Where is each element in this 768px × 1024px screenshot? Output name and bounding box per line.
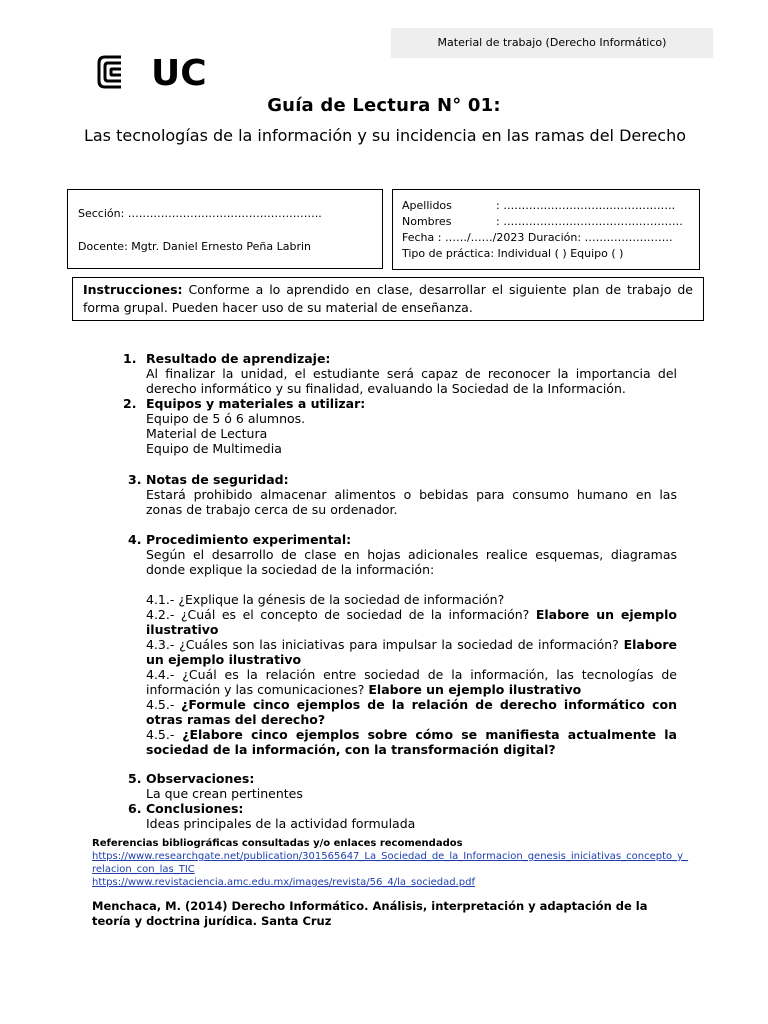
instructions-text: Conforme a lo aprendido en clase, desarrollar el siguiente plan de trabajo de forma grupal. Pueden hacer uso de su material de enseñanza. [83, 282, 693, 315]
section-2-line-1: Equipo de 5 ó 6 alumnos. [146, 411, 306, 426]
reference-citation: Menchaca, M. (2014) Derecho Informático. Análisis, interpretación y adaptación de la teoría y doctrina jurídica. Santa Cruz [92, 899, 648, 928]
item-4-5-prefix: 4.5.- [146, 697, 175, 712]
section-6-body: Ideas principales de la actividad formulada [146, 816, 416, 831]
item-4-3 [146, 637, 677, 667]
section-1-number: 1. [123, 351, 137, 366]
section-3-title: Notas de seguridad: [146, 472, 289, 487]
section-6-title: Conclusiones: [146, 801, 244, 816]
reference-link-researchgate[interactable]: https://www.researchgate.net/publication/301565647_La_Sociedad_de_la_Informacion_genesis_iniciativas_concepto_y_relacion_con_las_TIC [92, 851, 689, 875]
section-5-title: Observaciones: [146, 771, 255, 786]
nombres-label: Nombres [402, 215, 452, 228]
document-header-label: Material de trabajo (Derecho Informático) [391, 28, 713, 58]
item-4-3-text: 4.3.- ¿Cuáles son las iniciativas para impulsar la sociedad de información? [146, 637, 619, 652]
section-4-number: 4. [128, 532, 142, 547]
uc-logo-text: UC [151, 54, 207, 90]
section-4-title: Procedimiento experimental: [146, 532, 352, 547]
section-5-number: 5. [128, 771, 142, 786]
item-4-2-bold: Elabore un ejemplo ilustrativo [146, 607, 677, 637]
section-1-body: Al finalizar la unidad, el estudiante será capaz de reconocer la importancia del derecho informático y su finalidad, evaluando la Sociedad de la Información. [146, 366, 677, 396]
page-title: Guía de Lectura N° 01: [267, 95, 501, 116]
item-4-6-bold: ¿Elabore cinco ejemplos sobre cómo se manifiesta actualmente la sociedad de la información, con la transformación digital? [146, 727, 677, 757]
item-4-5-bold: ¿Formule cinco ejemplos de la relación de derecho informático con otras ramas del derecho? [146, 697, 677, 727]
nombres-field[interactable]: : …………………………………………. [496, 215, 683, 228]
apellidos-label: Apellidos [402, 199, 452, 212]
item-4-4-bold: Elabore un ejemplo ilustrativo [368, 682, 582, 697]
reference-link-revistaciencia[interactable]: https://www.revistaciencia.amc.edu.mx/images/revista/56_4/la_sociedad.pdf [92, 877, 476, 888]
item-4-3-bold: Elabore un ejemplo ilustrativo [146, 637, 677, 667]
item-4-2 [146, 607, 677, 637]
section-3-body: Estará prohibido almacenar alimentos o bebidas para consumo humano en las zonas de trabajo cerca de su ordenador. [146, 487, 677, 517]
section-5-body: La que crean pertinentes [146, 786, 303, 801]
item-4-6-prefix: 4.5.- [146, 727, 175, 742]
seccion-field[interactable]: Sección: …………………………………………….. [78, 207, 322, 220]
references-block [92, 837, 692, 889]
section-2-line-3: Equipo de Multimedia [146, 441, 282, 456]
apellidos-field[interactable]: : ………………………..……………… [496, 199, 676, 212]
tipo-practica-field[interactable]: Tipo de práctica: Individual ( ) Equipo ( ) [402, 247, 624, 260]
item-4-5 [146, 697, 677, 727]
item-4-4-text: 4.4.- ¿Cuál es la relación entre sociedad de la información, las tecnologías de información y las comunicaciones? [146, 667, 677, 697]
section-2-line-2: Material de Lectura [146, 426, 268, 441]
section-6-number: 6. [128, 801, 142, 816]
item-4-1: 4.1.- ¿Explique la génesis de la sociedad de información? [146, 592, 505, 607]
section-2-title: Equipos y materiales a utilizar: [146, 396, 366, 411]
page-subtitle: Las tecnologías de la información y su incidencia en las ramas del Derecho [83, 126, 687, 145]
section-1-title: Resultado de aprendizaje: [146, 351, 331, 366]
item-4-6 [146, 727, 677, 757]
instructions-label: Instrucciones: [83, 282, 183, 297]
section-3-number: 3. [128, 472, 142, 487]
section-4-intro: Según el desarrollo de clase en hojas adicionales realice esquemas, diagramas donde explique la sociedad de la información: [146, 547, 677, 577]
docente-label: Docente: Mgtr. Daniel Ernesto Peña Labrin [78, 240, 312, 253]
item-4-2-text: 4.2.- ¿Cuál es el concepto de sociedad de la información? [146, 607, 530, 622]
section-2-number: 2. [123, 396, 137, 411]
references-heading: Referencias bibliográficas consultadas y/o enlaces recomendados [92, 838, 463, 849]
fecha-duracion-field[interactable]: Fecha : ……/……/2023 Duración: …………………… [402, 231, 673, 244]
item-4-4 [146, 667, 677, 697]
